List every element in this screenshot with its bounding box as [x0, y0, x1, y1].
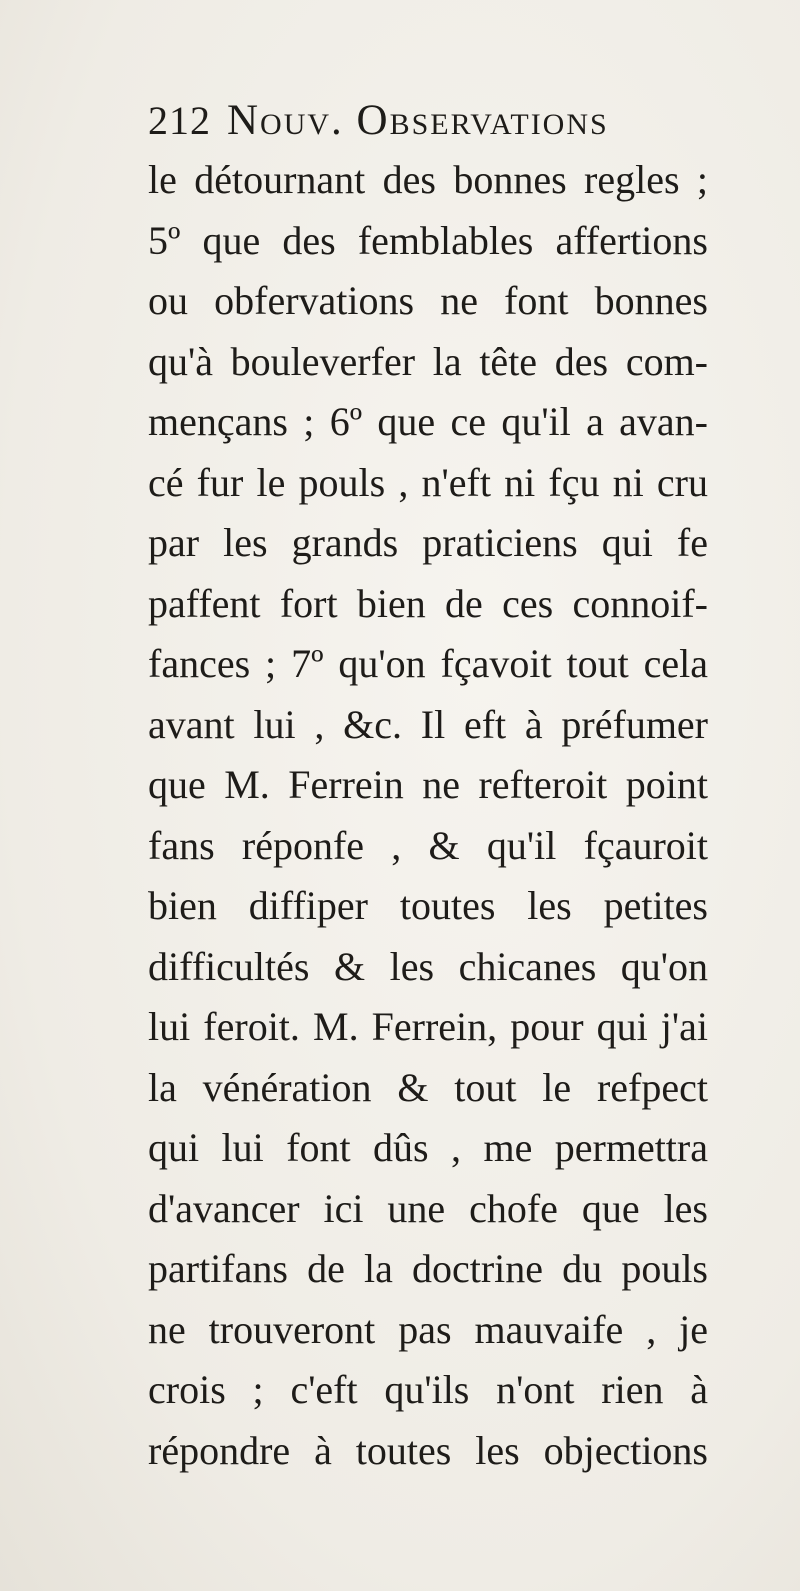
text-line: cé fur le pouls , n'eft ni fçu ni cru [148, 459, 708, 505]
text-line: que M. Ferrein ne refteroit point [148, 762, 708, 807]
text-line: 5º que des femblables affertions [148, 217, 708, 263]
text-line: par les grands praticiens qui fe [148, 520, 708, 565]
body-text [148, 150, 708, 1481]
text-line: qui lui font dûs , me permettra [148, 1125, 708, 1170]
text-line: la vénération & tout le refpect [148, 1064, 708, 1110]
text-line: avant lui , &c. Il eft à préfumer [148, 701, 708, 747]
text-line: ne trouveront pas mauvaife , je [148, 1306, 708, 1352]
running-title: Nouv. Observations [227, 97, 609, 144]
text-line: mençans ; 6º que ce qu'il a avan- [148, 399, 708, 444]
text-line: le détournant des bonnes regles ; [148, 157, 708, 202]
text-line: difficultés & les chicanes qu'on [148, 943, 708, 989]
text-line: lui feroit. M. Ferrein, pour qui j'ai [148, 1004, 708, 1049]
page-number: 212 [148, 98, 211, 143]
text-line: répondre à toutes les objections [148, 1427, 708, 1473]
text-line: partifans de la doctrine du pouls [148, 1246, 708, 1291]
page-header [148, 96, 708, 152]
text-line: paffent fort bien de ces connoif- [148, 580, 708, 626]
text-line: fances ; 7º qu'on fçavoit tout cela [148, 641, 708, 686]
text-line: crois ; c'eft qu'ils n'ont rien à [148, 1367, 708, 1412]
text-line: qu'à bouleverfer la tête des com- [148, 338, 708, 384]
text-line: d'avancer ici une chofe que les [148, 1185, 708, 1231]
text-line: bien diffiper toutes les petites [148, 883, 708, 928]
text-line: ou obfervations ne font bonnes [148, 278, 708, 323]
text-line: fans réponfe , & qu'il fçauroit [148, 822, 708, 868]
